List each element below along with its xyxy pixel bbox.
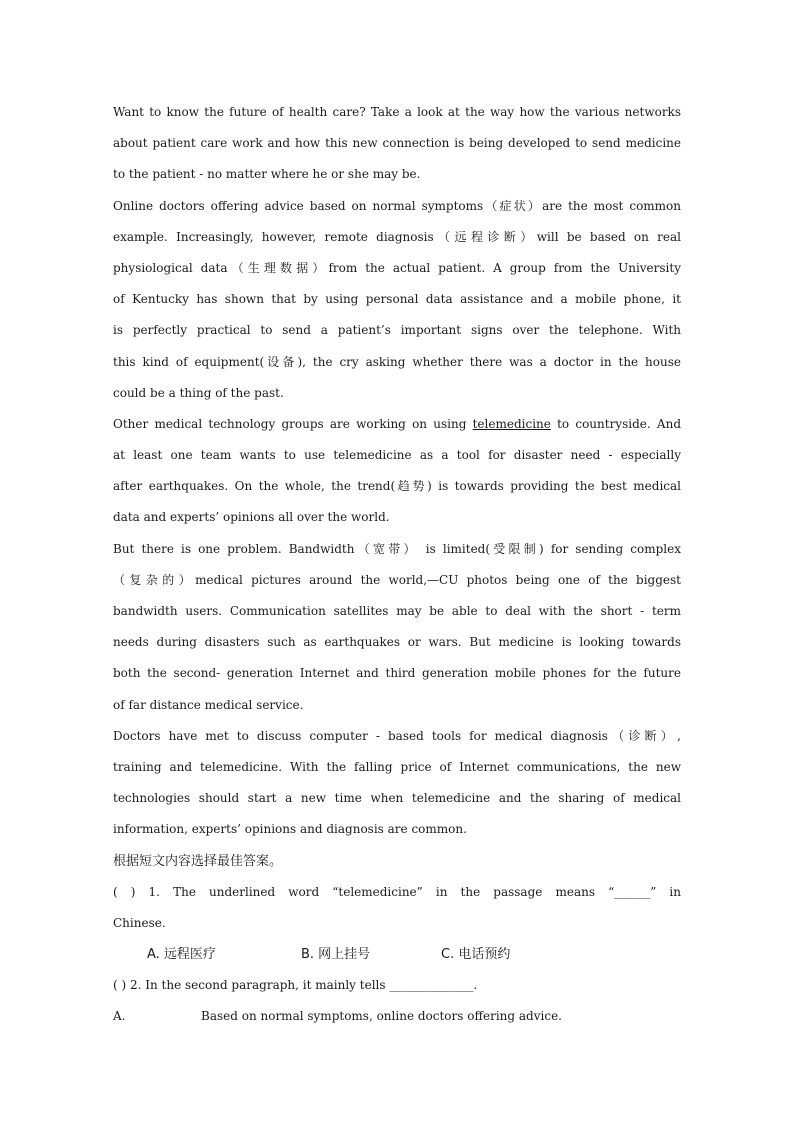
option-a[interactable]: A. 远程医疗 [147, 947, 216, 963]
text-line: about patient care work and how this new connection is being developed to send medicine [113, 136, 681, 151]
paragraph-1 [113, 97, 681, 191]
underlined-word-telemedicine: telemedicine [472, 416, 551, 431]
question-2 [113, 970, 681, 1032]
text-segment: to countryside. And [550, 416, 681, 431]
text-line: Doctors have met to discuss computer - based tools for medical diagnosis（诊断）, [113, 728, 681, 743]
text-line: at least one team wants to use telemedicine as a tool for disaster need - especially [113, 448, 681, 463]
text-line: information, experts’ opinions and diagnosis are common. [113, 822, 467, 837]
text-line: after earthquakes. On the whole, the trend(趋势) is towards providing the best medical [113, 479, 681, 494]
text-line: bandwidth users. Communication satellites may be able to deal with the short - term [113, 604, 681, 618]
text-line: But there is one problem. Bandwidth（宽带） is limited(受限制) for sending complex [113, 541, 681, 556]
text-line: needs during disasters such as earthquakes or wars. But medicine is looking towards [113, 635, 681, 650]
text-line [113, 409, 681, 440]
paragraph-5 [113, 721, 681, 846]
text-line: of Kentucky has shown that by using personal data assistance and a mobile phone, it [113, 292, 681, 307]
text-line: training and telemedicine. With the falling price of Internet communications, the new [113, 759, 681, 774]
option-a[interactable] [113, 1001, 681, 1032]
question-1 [113, 877, 681, 971]
text-line: example. Increasingly, however, remote diagnosis（远程诊断）will be based on real [113, 229, 681, 244]
option-b[interactable]: B. 网上挂号 [301, 947, 371, 963]
text-line: physiological data（生理数据）from the actual patient. A group from the University [113, 260, 681, 275]
text-line: Want to know the future of health care? Take a look at the way how the various networks [113, 105, 681, 119]
text-line: to the patient - no matter where he or she may be. [113, 167, 421, 182]
option-c[interactable]: C. 电话预约 [441, 947, 511, 963]
paragraph-2 [113, 191, 681, 409]
paragraph-4 [113, 534, 681, 721]
text-line: Online doctors offering advice based on normal symptoms（症状）are the most common [113, 198, 681, 213]
text-line: could be a thing of the past. [113, 385, 284, 400]
question-stem: ( ) 2. In the second paragraph, it mainly tells ______________. [113, 978, 478, 993]
paragraph-3 [113, 409, 681, 534]
question-stem-continued: Chinese. [113, 915, 166, 930]
text-segment: Other medical technology groups are working on using [113, 416, 473, 431]
document-page [113, 97, 681, 1033]
text-line: data and experts’ opinions all over the world. [113, 510, 390, 525]
question-stem: ( ) 1. The underlined word “telemedicine” in the passage means “______” in [113, 884, 681, 899]
text-line: this kind of equipment(设备), the cry asking whether there was a doctor in the house [113, 354, 681, 369]
text-line: technologies should start a new time when telemedicine and the sharing of medical [113, 791, 681, 806]
text-line: （复杂的）medical pictures around the world,—CU photos being one of the biggest [113, 572, 681, 587]
option-text: Based on normal symptoms, online doctors offering advice. [201, 1009, 562, 1024]
question-options [113, 939, 681, 970]
instructions: 根据短文内容选择最佳答案。 [113, 853, 283, 869]
text-line: of far distance medical service. [113, 697, 304, 712]
option-letter: A. [113, 1009, 126, 1024]
text-line: is perfectly practical to send a patient’s important signs over the telephone. With [113, 323, 681, 338]
text-line: both the second- generation Internet and third generation mobile phones for the future [113, 666, 681, 681]
